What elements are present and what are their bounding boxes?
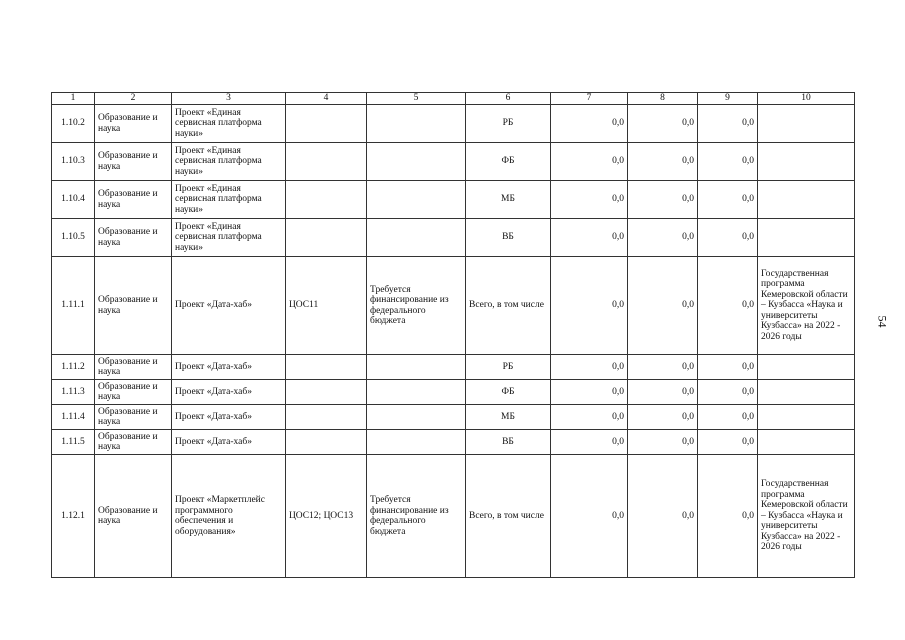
project-cell: Проект «Единая сервисная платформа науки»	[172, 105, 286, 143]
source-cell: РБ	[466, 355, 551, 380]
code-cell	[286, 143, 367, 181]
row-id: 1.10.2	[52, 105, 95, 143]
value-9-cell: 0,0	[698, 181, 758, 219]
value-9-cell: 0,0	[698, 257, 758, 355]
column-header-6: 6	[466, 93, 551, 105]
value-7-cell: 0,0	[551, 380, 628, 405]
project-cell: Проект «Дата-хаб»	[172, 380, 286, 405]
project-cell: Проект «Единая сервисная платформа науки»	[172, 143, 286, 181]
row-id: 1.10.4	[52, 181, 95, 219]
value-8-cell: 0,0	[628, 355, 698, 380]
project-cell: Проект «Дата-хаб»	[172, 355, 286, 380]
value-7-cell: 0,0	[551, 257, 628, 355]
area-cell: Образование и наука	[95, 219, 172, 257]
note-cell	[367, 430, 466, 455]
table-row	[52, 405, 855, 430]
project-cell: Проект «Маркетплейс программного обеспечения и оборудования»	[172, 455, 286, 578]
value-8-cell: 0,0	[628, 455, 698, 578]
column-header-1: 1	[52, 93, 95, 105]
row-id: 1.11.1	[52, 257, 95, 355]
value-8-cell: 0,0	[628, 143, 698, 181]
value-7-cell: 0,0	[551, 143, 628, 181]
value-7-cell: 0,0	[551, 455, 628, 578]
value-7-cell: 0,0	[551, 405, 628, 430]
area-cell: Образование и наука	[95, 380, 172, 405]
table-row	[52, 143, 855, 181]
note-cell	[367, 405, 466, 430]
note-cell: Требуется финансирование из федерального бюджета	[367, 257, 466, 355]
value-8-cell: 0,0	[628, 219, 698, 257]
row-id: 1.10.3	[52, 143, 95, 181]
program-cell	[758, 355, 855, 380]
value-9-cell: 0,0	[698, 355, 758, 380]
source-cell: МБ	[466, 405, 551, 430]
code-cell	[286, 181, 367, 219]
value-9-cell: 0,0	[698, 455, 758, 578]
source-cell: РБ	[466, 105, 551, 143]
area-cell: Образование и наука	[95, 143, 172, 181]
source-cell: ФБ	[466, 380, 551, 405]
header-row	[52, 93, 855, 105]
value-7-cell: 0,0	[551, 105, 628, 143]
code-cell: ЦОС11	[286, 257, 367, 355]
row-id: 1.11.4	[52, 405, 95, 430]
source-cell: МБ	[466, 181, 551, 219]
table-row	[52, 355, 855, 380]
value-7-cell: 0,0	[551, 181, 628, 219]
project-cell: Проект «Дата-хаб»	[172, 257, 286, 355]
note-cell	[367, 105, 466, 143]
source-cell: Всего, в том числе	[466, 257, 551, 355]
table-row	[52, 219, 855, 257]
code-cell	[286, 105, 367, 143]
value-8-cell: 0,0	[628, 105, 698, 143]
row-id: 1.11.5	[52, 430, 95, 455]
program-cell	[758, 219, 855, 257]
project-cell: Проект «Дата-хаб»	[172, 430, 286, 455]
program-cell: Государственная программа Кемеровской области – Кузбасса «Наука и университеты Кузбасса» на 2022 - 2026 годы	[758, 455, 855, 578]
program-cell	[758, 181, 855, 219]
program-cell	[758, 380, 855, 405]
note-cell	[367, 219, 466, 257]
row-id: 1.12.1	[52, 455, 95, 578]
column-header-8: 8	[628, 93, 698, 105]
page-number: 54	[875, 315, 890, 328]
row-id: 1.11.2	[52, 355, 95, 380]
value-8-cell: 0,0	[628, 181, 698, 219]
area-cell: Образование и наука	[95, 181, 172, 219]
area-cell: Образование и наука	[95, 455, 172, 578]
value-7-cell: 0,0	[551, 355, 628, 380]
code-cell: ЦОС12; ЦОС13	[286, 455, 367, 578]
value-8-cell: 0,0	[628, 257, 698, 355]
table-row	[52, 430, 855, 455]
table-row	[52, 257, 855, 355]
value-9-cell: 0,0	[698, 219, 758, 257]
area-cell: Образование и наука	[95, 355, 172, 380]
area-cell: Образование и наука	[95, 430, 172, 455]
funding-table	[51, 92, 855, 578]
project-cell: Проект «Единая сервисная платформа науки»	[172, 181, 286, 219]
note-cell	[367, 181, 466, 219]
value-9-cell: 0,0	[698, 405, 758, 430]
column-header-7: 7	[551, 93, 628, 105]
program-cell	[758, 430, 855, 455]
table-row	[52, 380, 855, 405]
value-8-cell: 0,0	[628, 430, 698, 455]
column-header-5: 5	[367, 93, 466, 105]
source-cell: ВБ	[466, 219, 551, 257]
value-9-cell: 0,0	[698, 143, 758, 181]
column-header-3: 3	[172, 93, 286, 105]
program-cell	[758, 405, 855, 430]
area-cell: Образование и наука	[95, 105, 172, 143]
code-cell	[286, 355, 367, 380]
note-cell	[367, 355, 466, 380]
note-cell	[367, 380, 466, 405]
value-8-cell: 0,0	[628, 380, 698, 405]
row-id: 1.10.5	[52, 219, 95, 257]
program-cell	[758, 105, 855, 143]
value-8-cell: 0,0	[628, 405, 698, 430]
source-cell: ФБ	[466, 143, 551, 181]
column-header-10: 10	[758, 93, 855, 105]
value-9-cell: 0,0	[698, 430, 758, 455]
program-cell	[758, 143, 855, 181]
column-header-2: 2	[95, 93, 172, 105]
value-7-cell: 0,0	[551, 219, 628, 257]
source-cell: ВБ	[466, 430, 551, 455]
note-cell	[367, 143, 466, 181]
value-9-cell: 0,0	[698, 105, 758, 143]
table-row	[52, 181, 855, 219]
table-row	[52, 455, 855, 578]
column-header-9: 9	[698, 93, 758, 105]
table-row	[52, 105, 855, 143]
value-9-cell: 0,0	[698, 380, 758, 405]
project-cell: Проект «Дата-хаб»	[172, 405, 286, 430]
source-cell: Всего, в том числе	[466, 455, 551, 578]
row-id: 1.11.3	[52, 380, 95, 405]
note-cell: Требуется финансирование из федерального бюджета	[367, 455, 466, 578]
area-cell: Образование и наука	[95, 405, 172, 430]
value-7-cell: 0,0	[551, 430, 628, 455]
area-cell: Образование и наука	[95, 257, 172, 355]
program-cell: Государственная программа Кемеровской области – Кузбасса «Наука и университеты Кузбасса» на 2022 - 2026 годы	[758, 257, 855, 355]
project-cell: Проект «Единая сервисная платформа науки»	[172, 219, 286, 257]
code-cell	[286, 405, 367, 430]
code-cell	[286, 219, 367, 257]
code-cell	[286, 430, 367, 455]
code-cell	[286, 380, 367, 405]
column-header-4: 4	[286, 93, 367, 105]
